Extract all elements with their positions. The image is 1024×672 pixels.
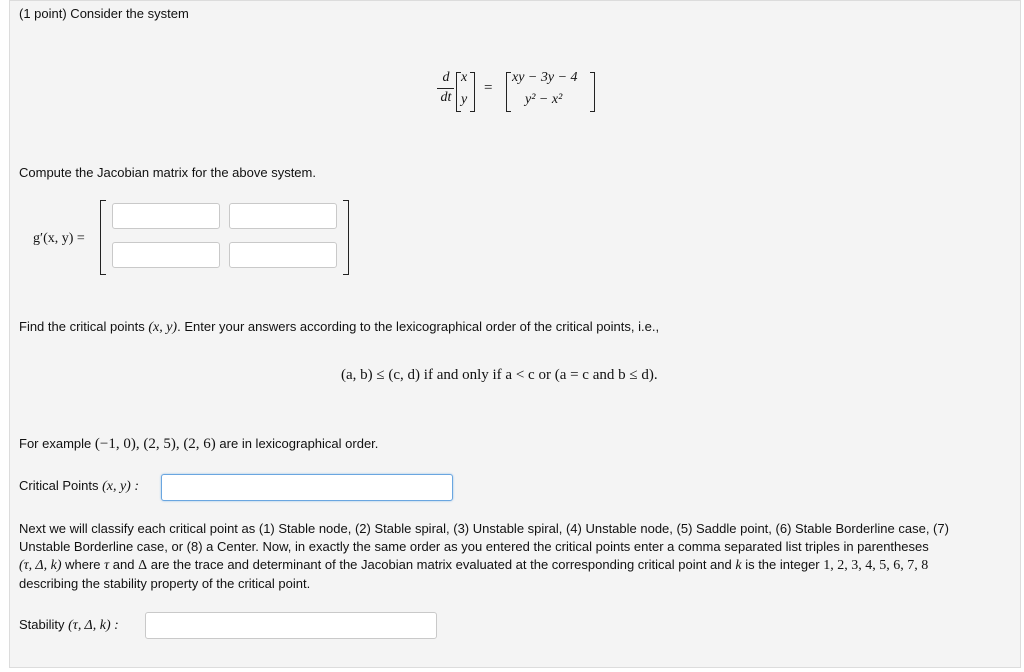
vector-y: y: [461, 92, 468, 107]
classify-line-2: Unstable Borderline case, or (8) a Center. Now, in exactly the same order as you entered the critical points enter a comma separated list triples in parentheses: [19, 539, 929, 554]
derivative-numerator: d: [442, 70, 450, 85]
rhs-right-bracket: [590, 72, 595, 112]
vector-x: x: [461, 70, 468, 85]
lexicographic-rule: (a, b) ≤ (c, d) if and only if a < c or (a = c and b ≤ d).: [341, 367, 658, 383]
matrix-left-bracket: [100, 200, 106, 275]
stability-label: Stability (τ, Δ, k) :: [19, 617, 119, 633]
jacobian-input-11[interactable]: [112, 203, 220, 229]
classification-paragraph: [19, 520, 999, 593]
stability-input[interactable]: [145, 612, 437, 639]
jacobian-input-21[interactable]: [112, 242, 220, 268]
example-text: For example (−1, 0), (2, 5), (2, 6) are in lexicographical order.: [19, 436, 379, 452]
vector-right-bracket: [470, 72, 475, 112]
critical-points-input[interactable]: [161, 474, 453, 501]
jacobian-prompt: Compute the Jacobian matrix for the above system.: [19, 165, 316, 180]
rhs-left-bracket: [506, 72, 511, 112]
jacobian-input-22[interactable]: [229, 242, 337, 268]
rhs-row-1: xy − 3y − 4: [512, 70, 578, 85]
jacobian-label: g′(x, y) =: [33, 231, 85, 246]
problem-header: (1 point) Consider the system: [19, 6, 189, 21]
jacobian-input-12[interactable]: [229, 203, 337, 229]
critical-points-label: Critical Points (x, y) :: [19, 478, 139, 494]
rhs-row-2: y² − x²: [525, 92, 563, 107]
classify-line-1: Next we will classify each critical point as (1) Stable node, (2) Stable spiral, (3) Unstable spiral, (4) Unstable node, (5) Saddle point, (6) Stable Borderline case, (7): [19, 521, 949, 536]
derivative-denominator: dt: [440, 90, 452, 105]
fraction-bar: [437, 88, 454, 89]
matrix-right-bracket: [343, 200, 349, 275]
classify-line-3: (τ, Δ, k) where τ and Δ are the trace and determinant of the Jacobian matrix evaluated at the corresponding critical point and k is the integer 1, 2, 3, 4, 5, 6, 7, 8: [19, 557, 929, 573]
equals-sign: =: [484, 80, 493, 96]
classify-line-4: describing the stability property of the critical point.: [19, 576, 311, 591]
critical-prompt: Find the critical points (x, y). Enter your answers according to the lexicographical order of the critical points, i.e.,: [19, 319, 660, 335]
